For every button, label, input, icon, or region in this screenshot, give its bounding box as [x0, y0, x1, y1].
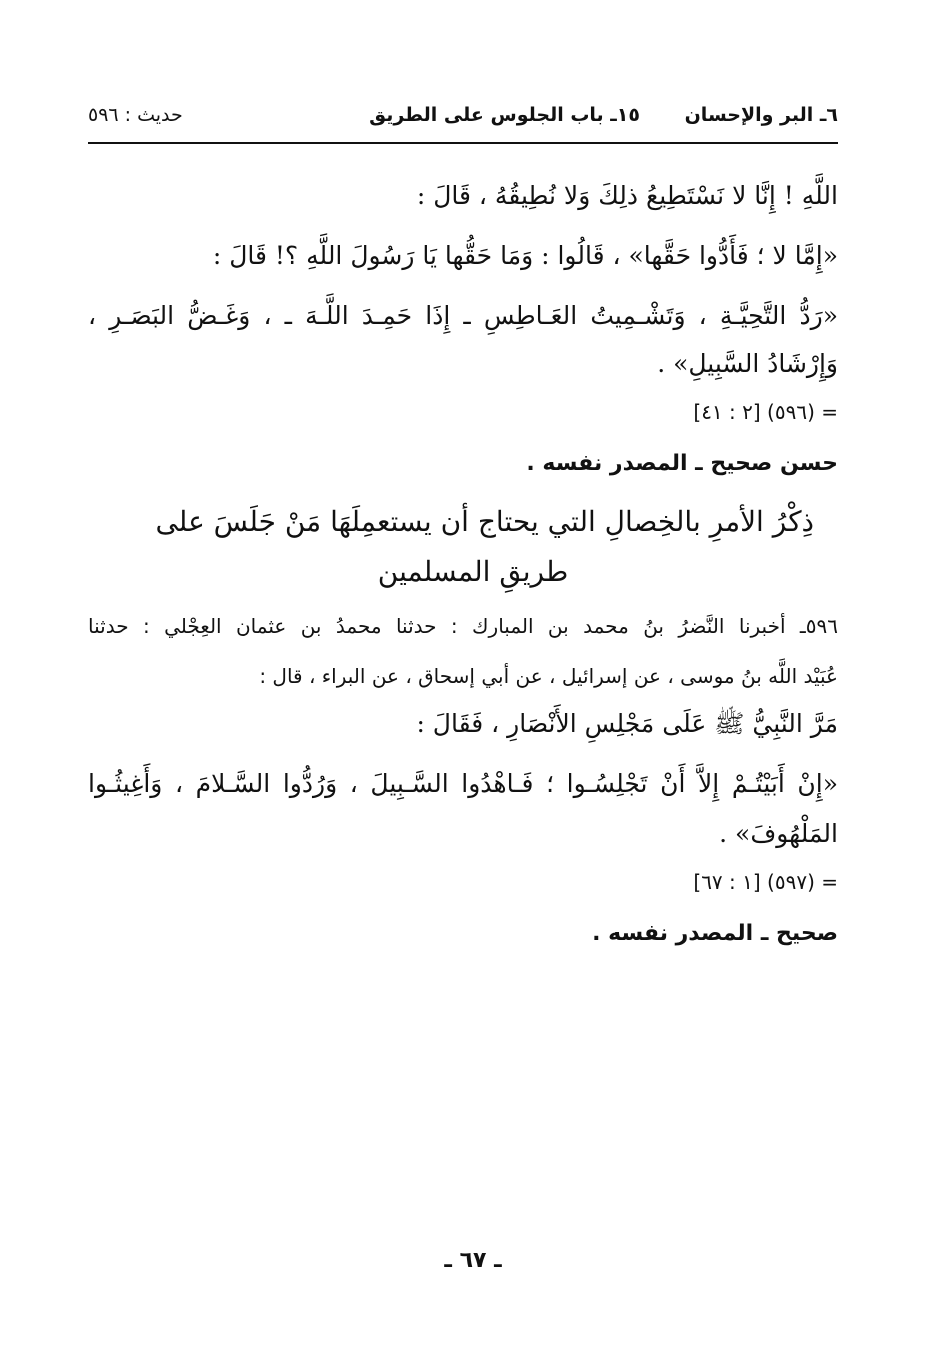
chapter-heading-line-1: ذِكْرُ الأمرِ بالخِصالِ التي يحتاج أن يستعمِلَهَا مَنْ جَلَسَ على — [155, 505, 814, 538]
header-chapter-title: ١٥ـ باب الجلوس على الطريق — [369, 104, 640, 126]
hadith-grade: حسن صحيح ـ المصدر نفسه . — [526, 451, 838, 476]
header-divider — [88, 142, 838, 144]
hadith-text-line-1: مَرَّ النَّبِيُّ ﷺ عَلَى مَجْلِسِ الأَنْصَارِ ، فَقَالَ : — [416, 709, 838, 738]
text-line-4: وَإِرْشَادُ السَّبِيلِ» . — [657, 349, 838, 378]
chapter-heading-line-2: طريقِ المسلمين — [377, 555, 569, 588]
text-line-2: «إِمَّا لا ؛ فَأَدُّوا حَقَّها» ، قَالُوا : وَمَا حَقُّها يَا رَسُولَ اللَّهِ ؟! قَالَ : — [212, 241, 838, 270]
cross-reference: = (٥٩٦) [٢ : ٤١] — [693, 400, 838, 424]
hadith-grade-2: صحيح ـ المصدر نفسه . — [592, 921, 838, 946]
isnad-line-1: ٥٩٦ـ أخبرنا النَّضرُ بنُ محمد بن المبارك : حدثنا محمدُ بن عثمان العِجْلي : حدثنا — [88, 614, 838, 638]
hadith-text-line-2: «إِنْ أَبَيْتُـمْ إِلاَّ أَنْ تَجْلِسُـوا ؛ فَـاهْدُوا السَّـبِيلَ ، وَرُدُّوا السَّـلامَ ، وَأَغِيثُـوا — [88, 769, 838, 798]
header-hadith-ref: حديث : ٥٩٦ — [88, 104, 183, 126]
text-line-3: «رَدُّ التَّحِيَّـةِ ، وَتَشْـمِيتُ العَـاطِسِ ـ إِذَا حَمِـدَ اللَّـهَ ـ ، وَغَـضُّ البَصَـرِ ، — [88, 301, 838, 330]
page-number: ـ ٦٧ ـ — [444, 1248, 502, 1273]
hadith-cross-reference: = (٥٩٧) [١ : ٦٧] — [693, 870, 838, 894]
hadith-text-line-3: المَلْهُوفَ» . — [719, 819, 838, 848]
text-line-1: اللَّهِ ! إِنَّا لا نَسْتَطِيعُ ذلِكَ وَلا نُطِيقُهُ ، قَالَ : — [416, 181, 838, 210]
isnad-line-2: عُبَيْد اللَّه بنُ موسى ، عن إسرائيل ، عن أبي إسحاق ، عن البراء ، قال : — [259, 664, 838, 688]
header-book-section: ٦ـ البر والإحسان — [684, 104, 838, 126]
running-header — [88, 104, 838, 136]
